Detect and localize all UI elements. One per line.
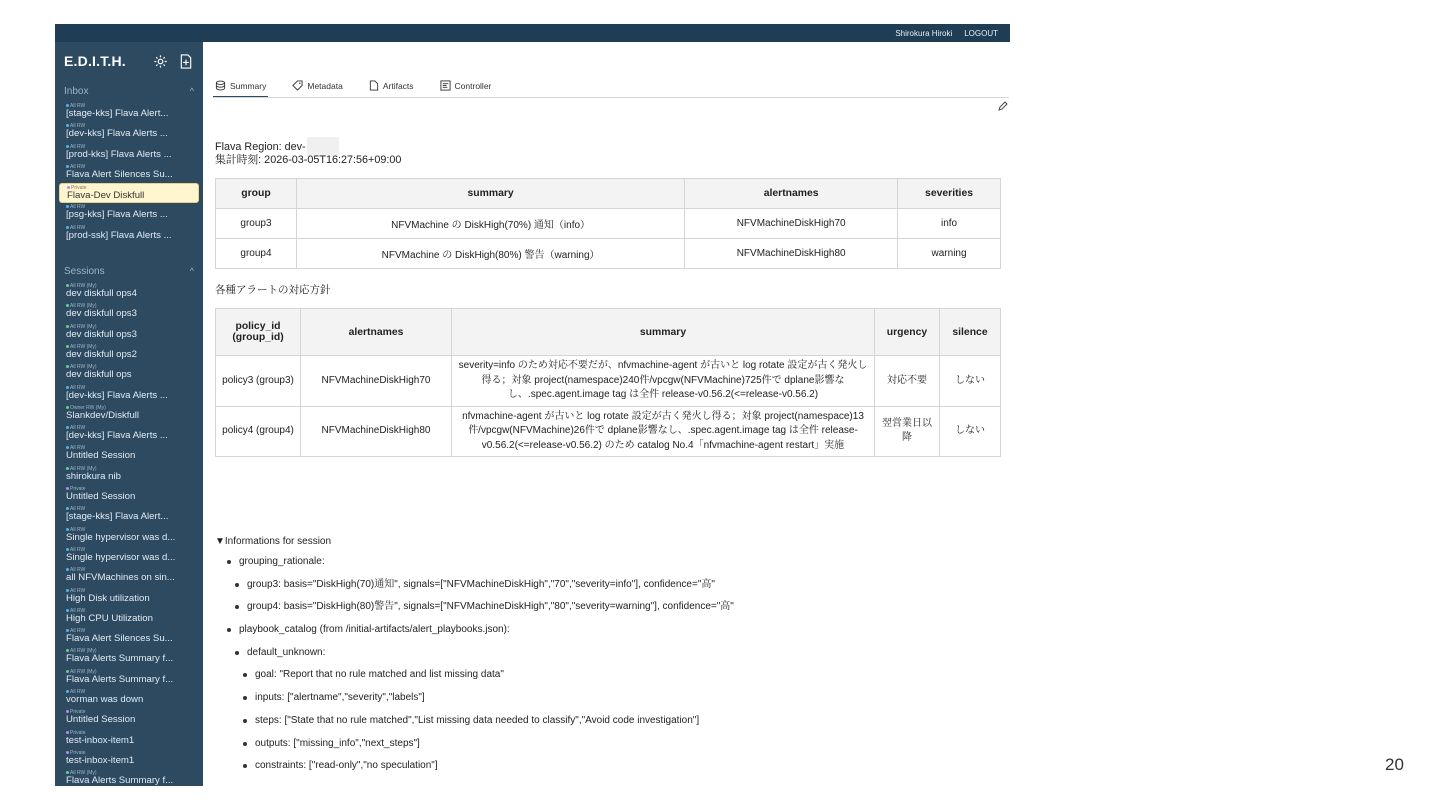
session-list xyxy=(55,282,203,786)
sidebar-item-label: test-inbox-item1 xyxy=(66,734,135,746)
sidebar-item-tag: All RW (My) xyxy=(70,668,97,675)
sidebar-item-tag: All RW xyxy=(70,384,86,391)
sidebar-item-label: [prod-ssk] Flava Alerts ... xyxy=(66,229,172,241)
sidebar-item-tag: All RW (My) xyxy=(70,648,97,655)
sidebar-item-label: dev diskfull ops3 xyxy=(66,308,137,320)
sidebar-item-label: Untitled Session xyxy=(66,450,136,462)
file-icon xyxy=(369,80,379,93)
sidebar-item-tag: All RW (My) xyxy=(70,303,97,310)
app-window xyxy=(55,24,1010,786)
session-info xyxy=(215,536,1005,782)
status-dot-icon xyxy=(66,325,69,328)
status-dot-icon xyxy=(66,487,69,490)
tab-label: Summary xyxy=(230,81,267,91)
sidebar-item-label: High CPU Utilization xyxy=(66,612,153,624)
sidebar-item[interactable] xyxy=(55,122,203,142)
status-dot-icon xyxy=(66,609,69,612)
sidebar-item-tag: Owner RW (My) xyxy=(70,404,106,411)
top-bar xyxy=(55,24,1010,42)
status-dot-icon xyxy=(66,386,69,389)
chevron-up-icon[interactable]: ^ xyxy=(189,86,194,96)
status-dot-icon xyxy=(66,649,69,652)
sidebar-item-label: shirokura nib xyxy=(66,470,121,482)
sidebar-item[interactable] xyxy=(55,424,203,444)
aggregation-time: 集計時刻: 2026-03-05T16:27:56+09:00 xyxy=(215,154,402,166)
column-header: alertnames xyxy=(301,309,452,356)
status-dot-icon xyxy=(66,226,69,229)
sidebar-item-label: dev diskfull ops2 xyxy=(66,348,137,360)
sidebar-item[interactable] xyxy=(55,505,203,525)
sidebar-item-tag: All RW (My) xyxy=(70,343,97,350)
table-cell: しない xyxy=(940,356,1001,407)
sidebar-item[interactable] xyxy=(55,143,203,163)
sidebar-item-tag: Private xyxy=(71,185,87,192)
sidebar-item-label: Flava Alerts Summary f... xyxy=(66,775,174,786)
sidebar-item-label: Single hypervisor was d... xyxy=(66,551,176,563)
logout-button[interactable]: LOGOUT xyxy=(964,28,998,38)
status-dot-icon xyxy=(67,186,70,189)
sidebar-item[interactable] xyxy=(55,587,203,607)
sidebar-item-tag: All RW xyxy=(70,567,86,574)
inbox-section-header[interactable] xyxy=(55,80,203,102)
table-cell: NFVMachine の DiskHigh(80%) 警告（warning） xyxy=(296,239,684,269)
status-dot-icon xyxy=(66,165,69,168)
table-row xyxy=(216,239,1001,269)
sidebar-item[interactable] xyxy=(55,708,203,728)
status-dot-icon xyxy=(66,304,69,307)
sidebar-item-label: [psg-kks] Flava Alerts ... xyxy=(66,209,168,221)
table-cell: 翌営業日以降 xyxy=(875,406,940,457)
status-dot-icon xyxy=(66,406,69,409)
info-list-item: steps: ["State that no rule matched","List missing data needed to classify","Avoid code investigation"] xyxy=(215,714,1005,737)
tab-summary[interactable] xyxy=(213,76,268,98)
info-list-item: inputs: ["alertname","severity","labels"] xyxy=(215,691,1005,714)
sidebar-item-label: dev diskfull ops xyxy=(66,369,132,381)
sidebar-item[interactable] xyxy=(55,627,203,647)
tab-artifacts[interactable] xyxy=(367,76,416,96)
sidebar-item-label: test-inbox-item1 xyxy=(66,754,135,766)
sidebar-item[interactable] xyxy=(55,769,203,786)
sidebar-item[interactable] xyxy=(55,546,203,566)
table-cell: group3 xyxy=(216,209,297,239)
table-cell: 対応不要 xyxy=(875,356,940,407)
status-dot-icon xyxy=(66,507,69,510)
sidebar-item[interactable] xyxy=(55,465,203,485)
sidebar-item-label: High Disk utilization xyxy=(66,592,150,604)
groups-table xyxy=(215,178,1001,269)
sidebar-item-tag: Private xyxy=(70,729,86,736)
sessions-section-header[interactable] xyxy=(55,260,203,282)
new-file-icon[interactable] xyxy=(178,53,194,69)
table-cell: NFVMachineDiskHigh70 xyxy=(685,209,898,239)
sidebar-item[interactable] xyxy=(55,224,203,244)
status-dot-icon xyxy=(66,104,69,107)
column-header: summary xyxy=(296,179,684,209)
status-dot-icon xyxy=(66,731,69,734)
info-list-item: group3: basis="DiskHigh(70)通知", signals=["NFVMachineDiskHigh","70","severity=info"], confidence="高" xyxy=(215,578,1005,601)
brand-title: E.D.I.T.H. xyxy=(64,53,126,69)
info-list-item: outputs: ["missing_info","next_steps"] xyxy=(215,737,1005,760)
sidebar-item-label: Flava Alerts Summary f... xyxy=(66,653,174,665)
sidebar-item-label: [prod-kks] Flava Alerts ... xyxy=(66,148,172,160)
table-row xyxy=(216,209,1001,239)
table-cell: policy4 (group4) xyxy=(216,406,301,457)
status-dot-icon xyxy=(66,589,69,592)
tab-controller[interactable] xyxy=(438,76,494,96)
sidebar-item-label: Single hypervisor was d... xyxy=(66,531,176,543)
sidebar-item[interactable] xyxy=(55,343,203,363)
sidebar-item-tag: All RW xyxy=(70,425,86,432)
table-cell: NFVMachineDiskHigh80 xyxy=(685,239,898,269)
sidebar-item[interactable] xyxy=(55,404,203,424)
sidebar-item-tag: Private xyxy=(70,709,86,716)
main-content xyxy=(203,42,1010,786)
table-cell: warning xyxy=(898,239,1001,269)
table-cell: policy3 (group3) xyxy=(216,356,301,407)
sidebar-item-label: Slankdev/Diskfull xyxy=(66,409,140,421)
sidebar-item-tag: All RW xyxy=(70,163,86,170)
sidebar-item[interactable] xyxy=(55,485,203,505)
column-header: silence xyxy=(940,309,1001,356)
tag-icon xyxy=(292,80,303,93)
table-cell: nfvmachine-agent が古いと log rotate 設定が古く発火し得る；対象 project(namespace)13件/vpcgw(NFVMachine)26件で dplane影響なし、.spec.agent.image tag は全件 release-v0.56.2(<=release-v0.56.2) のため catalog No.4「nfvmachine-agent restart」実施 xyxy=(452,406,875,457)
info-list-item: goal: "Report that no rule matched and list missing data" xyxy=(215,668,1005,691)
sidebar-item-label: [dev-kks] Flava Alerts ... xyxy=(66,128,168,140)
table-row xyxy=(216,406,1001,457)
brand-row xyxy=(55,42,203,80)
chevron-up-icon[interactable]: ^ xyxy=(189,266,194,277)
table-cell: NFVMachineDiskHigh80 xyxy=(301,406,452,457)
status-dot-icon xyxy=(66,528,69,531)
status-dot-icon xyxy=(66,771,69,774)
sidebar-item-tag: All RW xyxy=(70,143,86,150)
sidebar-item-tag: All RW xyxy=(70,103,86,109)
status-dot-icon xyxy=(66,205,69,208)
sessions-label: Sessions xyxy=(64,265,105,277)
status-dot-icon xyxy=(66,670,69,673)
status-dot-icon xyxy=(66,426,69,429)
sidebar-item-label: dev diskfull ops4 xyxy=(66,288,137,300)
database-icon xyxy=(215,80,226,93)
sidebar-item[interactable] xyxy=(55,384,203,404)
table-cell: info xyxy=(898,209,1001,239)
info-list-item: playbook_catalog (from /initial-artifacts/alert_playbooks.json): xyxy=(215,623,1005,646)
sidebar-item-label: Flava Alerts Summary f... xyxy=(66,673,174,685)
sidebar-item[interactable] xyxy=(55,163,203,183)
sidebar-item-tag: All RW (My) xyxy=(70,465,97,472)
sidebar-item[interactable] xyxy=(55,203,203,223)
gear-icon[interactable] xyxy=(152,53,168,69)
info-list-item: group4: basis="DiskHigh(80)警告", signals=["NFVMachineDiskHigh","80","severity=warning"], confidence="高" xyxy=(215,600,1005,623)
sidebar-item[interactable] xyxy=(55,607,203,627)
sidebar-item-label: [dev-kks] Flava Alerts ... xyxy=(66,389,168,401)
sidebar-item-label: [stage-kks] Flava Alert... xyxy=(66,108,169,119)
tab-metadata[interactable] xyxy=(290,76,344,96)
info-list-item: default_unknown: xyxy=(215,646,1005,669)
column-header: urgency xyxy=(875,309,940,356)
sidebar-item-tag: All RW (My) xyxy=(70,364,97,371)
table-row xyxy=(216,356,1001,407)
sidebar-item-label: vorman was down xyxy=(66,694,144,706)
tab-bar xyxy=(213,76,493,98)
policy-table xyxy=(215,308,1001,457)
tab-label: Controller xyxy=(454,81,492,91)
sidebar-item-tag: All RW (My) xyxy=(70,770,97,777)
info-list-item: constraints: ["read-only","no speculation"] xyxy=(215,759,1005,782)
sidebar-item[interactable] xyxy=(55,363,203,383)
sidebar-item-label: Flava-Dev Diskfull xyxy=(67,190,145,202)
sidebar-item-tag: All RW xyxy=(70,506,86,513)
table-cell: group4 xyxy=(216,239,297,269)
tab-label: Metadata xyxy=(307,81,343,91)
sidebar-item-label: all NFVMachines on sin... xyxy=(66,572,175,584)
session-info-toggle[interactable]: ▼Informations for session xyxy=(215,536,332,547)
sidebar-item[interactable] xyxy=(59,183,199,203)
edit-pencil-icon[interactable] xyxy=(998,101,1008,114)
table-cell: NFVMachine の DiskHigh(70%) 通知（info） xyxy=(296,209,684,239)
sidebar-item-label: Untitled Session xyxy=(66,491,136,503)
status-dot-icon xyxy=(66,365,69,368)
user-name: Shirokura Hiroki xyxy=(895,28,953,38)
sidebar-item[interactable] xyxy=(55,729,203,749)
status-dot-icon xyxy=(66,124,69,127)
sidebar-item-tag: All RW xyxy=(70,607,86,614)
sidebar-item-tag: All RW xyxy=(70,204,86,211)
inbox-list xyxy=(55,102,203,244)
status-dot-icon xyxy=(66,690,69,693)
sidebar-item[interactable] xyxy=(55,282,203,302)
sidebar-item-label: dev diskfull ops3 xyxy=(66,328,137,340)
tab-label: Artifacts xyxy=(382,81,414,91)
status-dot-icon xyxy=(66,467,69,470)
column-header: alertnames xyxy=(685,179,898,209)
sidebar-item-tag: Private xyxy=(70,749,86,756)
sidebar-item[interactable] xyxy=(55,302,203,322)
status-dot-icon xyxy=(66,568,69,571)
sidebar-item-tag: Private xyxy=(70,486,86,493)
sidebar-item-label: [stage-kks] Flava Alert... xyxy=(66,511,169,523)
page-number: 20 xyxy=(1385,755,1404,774)
status-dot-icon xyxy=(66,446,69,449)
sidebar-item-label: Flava Alert Silences Su... xyxy=(66,168,173,180)
sidebar-item-tag: All RW (My) xyxy=(70,283,97,290)
sidebar-item-tag: All RW xyxy=(70,628,86,635)
sidebar-item-label: [dev-kks] Flava Alerts ... xyxy=(66,430,168,442)
sidebar-item[interactable] xyxy=(55,647,203,667)
status-dot-icon xyxy=(66,345,69,348)
status-dot-icon xyxy=(66,751,69,754)
sidebar-item-label: Flava Alert Silences Su... xyxy=(66,633,173,645)
sidebar-item-tag: All RW xyxy=(70,689,86,696)
inbox-label: Inbox xyxy=(64,85,89,97)
table-cell: NFVMachineDiskHigh70 xyxy=(301,356,452,407)
sidebar-item[interactable] xyxy=(55,688,203,708)
sidebar-item[interactable] xyxy=(55,749,203,769)
sidebar-item-tag: All RW xyxy=(70,224,86,231)
status-dot-icon xyxy=(66,629,69,632)
status-dot-icon xyxy=(66,710,69,713)
sidebar-item[interactable] xyxy=(55,566,203,586)
sidebar-item-tag: All RW xyxy=(70,123,86,130)
policy-heading: 各種アラートの対応方針 xyxy=(215,284,331,296)
status-dot-icon xyxy=(66,145,69,148)
sidebar-item-tag: All RW xyxy=(70,526,86,533)
status-dot-icon xyxy=(66,284,69,287)
column-header: group xyxy=(216,179,297,209)
info-list-item: grouping_rationale: xyxy=(215,555,1005,578)
sidebar-item-tag: All RW xyxy=(70,445,86,452)
sidebar-item-label: Untitled Session xyxy=(66,714,136,726)
sidebar-item-tag: All RW (My) xyxy=(70,323,97,330)
table-cell: severity=info のため対応不要だが、nfvmachine-agent が古いと log rotate 設定が古く発火し得る；対象 project(namespace)240件/vpcgw(NFVMachine)725件で dplane影響なし、.spec.agent.image tag は全件 release-v0.56.2(<=release-v0.56.2) xyxy=(452,356,875,407)
table-cell: しない xyxy=(940,406,1001,457)
sidebar-item[interactable] xyxy=(55,668,203,688)
sidebar xyxy=(55,42,203,786)
sidebar-item[interactable] xyxy=(55,323,203,343)
sidebar-item-tag: All RW xyxy=(70,587,86,594)
column-header: severities xyxy=(898,179,1001,209)
sidebar-item[interactable] xyxy=(55,444,203,464)
sidebar-item-tag: All RW xyxy=(70,546,86,553)
status-dot-icon xyxy=(66,548,69,551)
region-label: Flava Region: dev- xyxy=(215,141,306,153)
column-header: policy_id (group_id) xyxy=(216,309,301,356)
session-info-list xyxy=(215,555,1005,782)
control-icon xyxy=(440,80,451,93)
sidebar-item[interactable] xyxy=(55,102,203,122)
column-header: summary xyxy=(452,309,875,356)
sidebar-item[interactable] xyxy=(55,526,203,546)
